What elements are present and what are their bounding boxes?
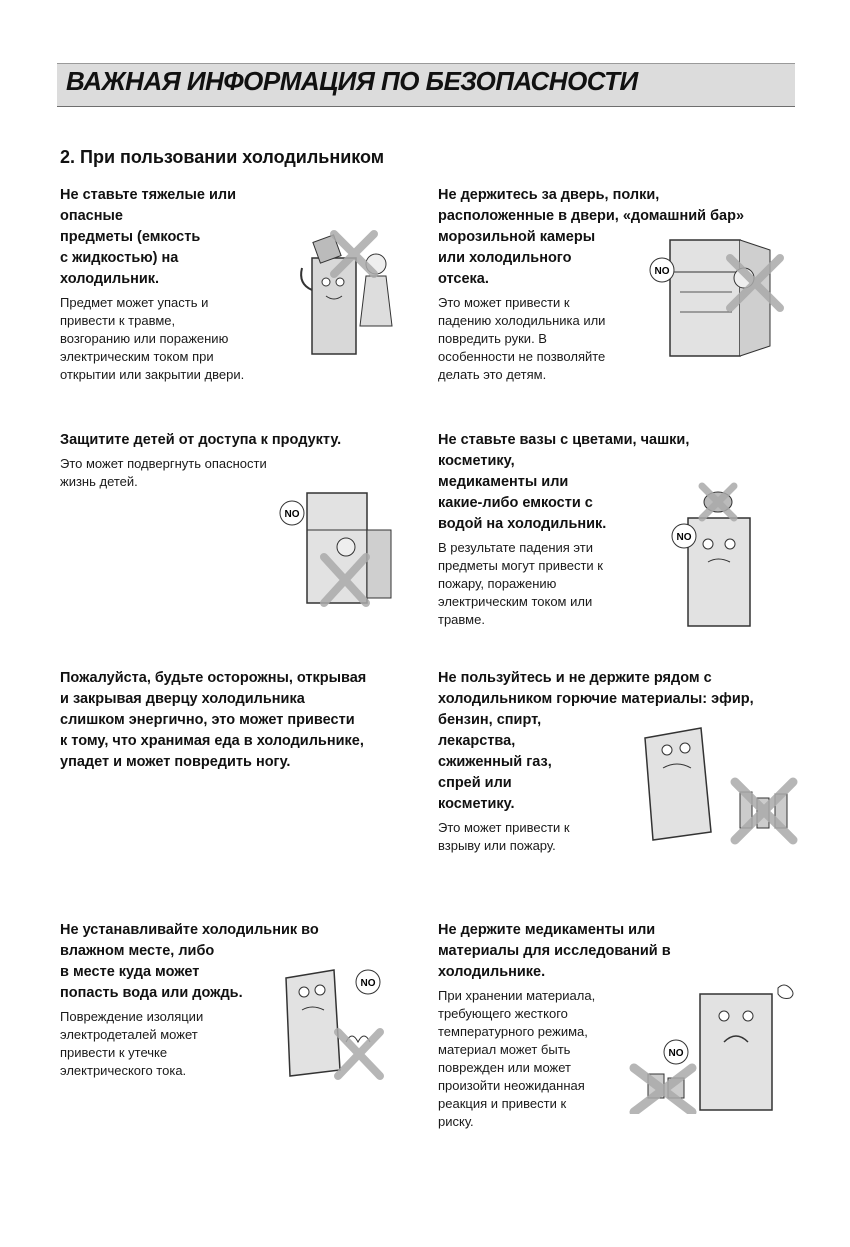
block-heading: Не ставьте вазы с цветами, чашки, косметику, медикаменты или какие-либо емкости с водой на холодильник. [438,432,690,532]
illustration-children [262,485,402,610]
safety-block-door-careful [60,668,420,773]
section-title: 2. При пользовании холодильником [60,147,385,167]
block-text: Предмет может упасть и привести к травме, возгоранию или поражению электрическим током при открытии или закрытии двери. [60,295,245,382]
block-heading: Пожалуйста, будьте осторожны, открывая и закрывая дверцу холодильника слишком энергично, это может привести к тому, что хранимая еда в холодильнике, упадет и может повредить ногу. [60,670,367,770]
block-text: Повреждение изоляции электродеталей может привести к утечке электрического тока. [60,1009,204,1078]
block-heading: Не пользуйтесь и не держите рядом с холодильником горючие материалы: эфир, бензин, спирт, лекарства, сжиженный газ, спрей или косметику. [438,670,754,812]
illustration-humidity [272,958,387,1083]
safety-block-children [60,430,390,491]
illustration-flammable [605,720,800,845]
illustration-vases [668,480,778,630]
block-text: Это может привести к падению холодильника или повредить руки. В особенности не позволяйте делать это детям. [438,295,606,382]
block-text: В результате падения эти предметы могут привести к пожару, поражению электрическим током или травме. [438,540,603,627]
illustration-medicines [628,982,800,1114]
no-sign-text: NO [284,509,300,520]
block-heading: Защитите детей от доступа к продукту. [60,432,342,448]
safety-block-heavy-objects [60,185,300,384]
no-sign-text: NO [360,978,376,989]
page-title: ВАЖНАЯ ИНФОРМАЦИЯ ПО БЕЗОПАСНОСТИ [66,66,638,96]
block-text: При хранении материала, требующего жесткого температурного режима, материал может быть поврежден или может произойти неожиданная реакция и привести к риску. [438,988,596,1129]
no-sign-text: NO [668,1048,684,1059]
no-sign-text: NO [654,266,670,277]
block-heading: Не устанавливайте холодильник во влажном месте, либо в месте куда может попасть вода или дождь. [60,922,319,1001]
block-heading: Не ставьте тяжелые или опасные предметы (емкость с жидкостью) на холодильник. [60,187,236,287]
block-text: Это может подвергнуть опасности жизнь детей. [60,456,267,489]
illustration-door-hold [640,232,790,362]
no-sign-text: NO [676,532,692,543]
block-heading: Не держите медикаменты или материалы для исследований в холодильнике. [438,922,671,980]
illustration-heavy-objects [290,220,400,360]
block-heading: Не держитесь за дверь, полки, расположенные в двери, «домашний бар» морозильной камеры или холодильного отсека. [438,187,745,287]
block-text: Это может привести к взрыву или пожару. [438,820,570,853]
